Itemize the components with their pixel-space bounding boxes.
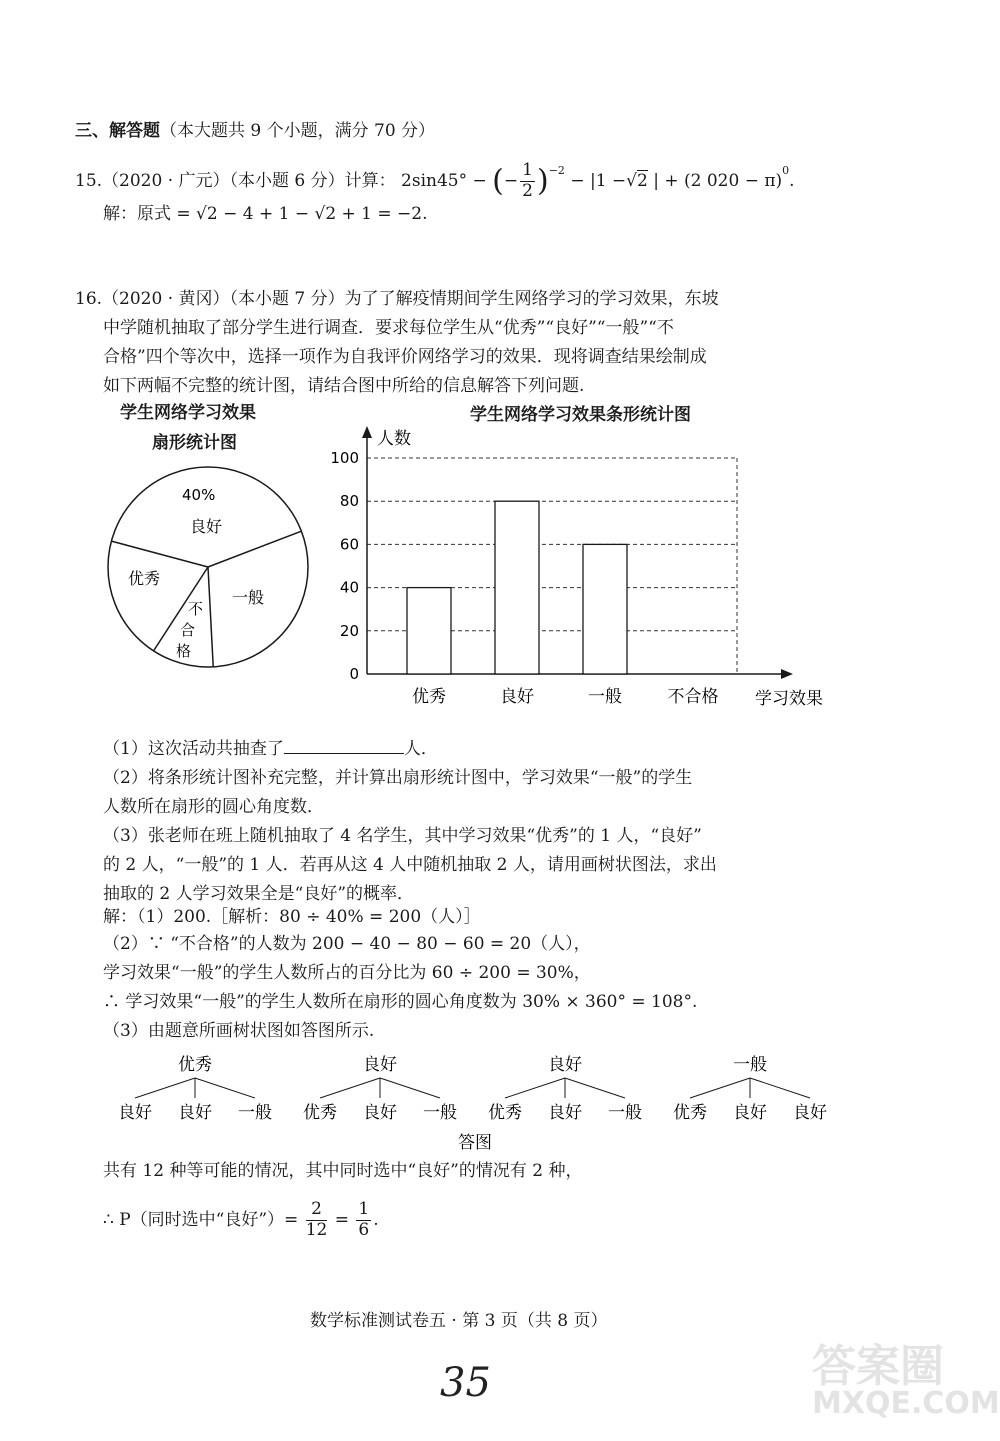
q15-expr-a: 2sin45° − xyxy=(401,171,487,191)
x-axis-label: 学习效果 xyxy=(755,689,823,709)
solution-3: 学习效果“一般”的学生人数所占的百分比为 60 ÷ 200 = 30%， xyxy=(103,963,591,983)
frac-den-2: 6 xyxy=(358,1220,370,1240)
pie-label-fail-1: 不 xyxy=(188,600,204,618)
solution-1: 解：（1）200.［解析：80 ÷ 40% = 200（人）］ xyxy=(103,907,481,927)
solution-6: 共有 12 种等可能的情况，其中同时选中“良好”的情况有 2 种， xyxy=(103,1161,583,1181)
x-category-label: 良好 xyxy=(500,687,534,707)
y-axis-label: 人数 xyxy=(377,429,411,449)
tree-branch xyxy=(380,1078,440,1098)
left-paren: ( xyxy=(492,163,504,199)
tree-root: 一般 xyxy=(733,1055,767,1075)
q15-sqrt: 2 xyxy=(637,171,648,191)
q15-abs-b: | + (2 020 − π) xyxy=(653,171,783,191)
pie-title-2: 扇形统计图 xyxy=(152,433,237,453)
tree-leaf: 一般 xyxy=(238,1103,272,1123)
q15-neg: − xyxy=(503,171,519,191)
pie-label-average: 一般 xyxy=(232,588,265,607)
q15-power: −2 xyxy=(548,164,565,177)
pie-label-good-pct: 40% xyxy=(182,486,216,504)
tree-leaf: 一般 xyxy=(608,1103,642,1123)
solution-2: （2）∵ “不合格”的人数为 200 − 40 − 80 − 60 = 20（人）， xyxy=(103,934,591,954)
bar xyxy=(407,588,451,674)
tree-leaf: 良好 xyxy=(178,1103,212,1123)
q16-part-3-line-3: 抽取的 2 人学习效果全是“良好”的概率． xyxy=(103,884,415,904)
q16-part-1 xyxy=(103,738,438,760)
tree-branch xyxy=(690,1078,750,1098)
q16-part-2-line-1: （2）将条形统计图补充完整，并计算出扇形统计图中，学习效果“一般”的学生 xyxy=(103,768,693,788)
tree-leaf: 一般 xyxy=(423,1103,457,1123)
tree-leaf: 优秀 xyxy=(488,1103,522,1123)
tree-leaf: 优秀 xyxy=(673,1103,707,1123)
q15-period: . xyxy=(789,171,795,191)
tree-leaf: 良好 xyxy=(118,1103,152,1123)
fraction-2-12 xyxy=(306,1200,328,1240)
section-note: （本大题共 9 个小题，满分 70 分） xyxy=(160,121,436,141)
bar xyxy=(583,544,627,674)
tree-leaf: 良好 xyxy=(363,1103,397,1123)
section-title: 三、解答题 xyxy=(75,121,160,141)
q15-frac-den: 2 xyxy=(522,181,533,201)
q16-line-3: 合格”四个等次中，选择一项作为自我评价网络学习的效果．现将调查结果绘制成 xyxy=(103,347,707,367)
solution-5: （3）由题意所画树状图如答图所示. xyxy=(103,1021,375,1041)
x-category-label: 不合格 xyxy=(667,687,719,707)
frac-num-1: 2 xyxy=(306,1200,328,1221)
q16-part-3-line-2: 的 2 人，“一般”的 1 人．若再从这 4 人中随机抽取 2 人，请用画树状图法，求出 xyxy=(103,855,717,875)
handwritten-page-number: 35 xyxy=(440,1360,491,1406)
watermark-logo: 答案圈 xyxy=(812,1341,944,1392)
bar-chart-title: 学生网络学习效果条形统计图 xyxy=(470,405,691,425)
q16-line-1: 16.（2020 · 黄冈）（本小题 7 分）为了了解疫情期间学生网络学习的学习效果，东坡 xyxy=(75,289,719,309)
answer-blank xyxy=(284,739,404,754)
question-15: 15.（2020 · 广元）（本小题 6 分）计算： 2sin45° − (− $\frac{1}{2}$ )$^{-2}$ − |1 −√2 | + (2 020 − π)$^0$. xyxy=(75,160,795,201)
pie-title-1: 学生网络学习效果 xyxy=(120,403,256,423)
tree-leaf: 优秀 xyxy=(303,1103,337,1123)
q15-solution: 解：原式 = √2 − 4 + 1 − √2 + 1 = −2. xyxy=(103,204,428,224)
p1-text-a: （1）这次活动共抽查了 xyxy=(103,739,284,759)
s7-period: . xyxy=(373,1210,379,1230)
frac-den-1: 12 xyxy=(305,1220,328,1240)
x-category-label: 优秀 xyxy=(412,687,446,707)
solution-4: ∴ 学习效果“一般”的学生人数所在扇形的圆心角度数为 30% × 360° = 108°. xyxy=(103,992,698,1012)
q15-frac-num: 1 xyxy=(522,160,533,181)
tree-branch xyxy=(320,1078,380,1098)
y-tick-label: 100 xyxy=(330,449,359,467)
pie-chart xyxy=(100,460,320,680)
solution-7 xyxy=(103,1200,379,1241)
y-axis-arrow xyxy=(362,426,372,438)
section-heading xyxy=(75,120,435,142)
tree-branch xyxy=(135,1078,195,1098)
y-tick-label: 40 xyxy=(339,578,359,597)
tree-branch xyxy=(750,1078,810,1098)
fraction-1-6 xyxy=(356,1200,371,1240)
tree-branch xyxy=(195,1078,255,1098)
q15-header: 15.（2020 · 广元）（本小题 6 分）计算： xyxy=(75,171,396,191)
tree-root: 良好 xyxy=(548,1055,582,1075)
pie-label-excellent: 优秀 xyxy=(128,569,161,588)
pie-slice-boundary xyxy=(208,567,213,667)
q16-line-4: 如下两幅不完整的统计图，请结合图中所给的信息解答下列问题. xyxy=(103,376,585,396)
equals-sign: = xyxy=(334,1210,349,1230)
tree-branch xyxy=(565,1078,625,1098)
x-axis-arrow xyxy=(781,669,793,679)
right-paren: ) xyxy=(536,163,549,199)
tree-leaf: 良好 xyxy=(733,1103,767,1123)
tree-leaf: 良好 xyxy=(793,1103,827,1123)
q15-fraction xyxy=(520,161,535,201)
x-category-label: 一般 xyxy=(588,687,622,707)
bar-chart xyxy=(325,420,845,720)
watermark-url: MXQE.COM xyxy=(812,1386,1000,1421)
y-tick-label: 20 xyxy=(339,621,359,640)
p1-text-b: 人． xyxy=(403,739,438,759)
tree-caption: 答图 xyxy=(458,1133,492,1153)
tree-branch xyxy=(505,1078,565,1098)
q16-line-2: 中学随机抽取了部分学生进行调查．要求每位学生从“优秀”“良好”“一般”“不 xyxy=(103,318,674,338)
tree-leaf: 良好 xyxy=(548,1103,582,1123)
tree-root: 优秀 xyxy=(178,1055,212,1075)
pie-slice-boundary xyxy=(111,541,208,567)
bar xyxy=(495,501,539,674)
tree-root: 良好 xyxy=(363,1055,397,1075)
q15-power-zero: 0 xyxy=(782,164,790,177)
y-tick-label: 80 xyxy=(339,492,359,511)
y-tick-label: 0 xyxy=(349,665,359,683)
q16-part-2-line-2: 人数所在扇形的圆心角度数． xyxy=(103,797,324,817)
page-footer: 数学标准测试卷五 · 第 3 页（共 8 页） xyxy=(310,1311,608,1331)
pie-slice-boundary xyxy=(208,531,301,567)
pie-label-fail-3: 格 xyxy=(176,642,192,660)
tree-diagram xyxy=(100,1048,860,1158)
y-tick-label: 60 xyxy=(339,535,359,554)
q15-abs-a: − |1 − xyxy=(570,171,627,191)
pie-label-good: 良好 xyxy=(190,517,223,536)
frac-num-2: 1 xyxy=(358,1199,370,1220)
q16-part-3-line-1: （3）张老师在班上随机抽取了 4 名学生，其中学习效果“优秀”的 1 人，“良好” xyxy=(103,826,702,846)
pie-label-fail-2: 合 xyxy=(180,621,196,639)
s7-text: ∴ P（同时选中“良好”）= xyxy=(103,1210,299,1230)
